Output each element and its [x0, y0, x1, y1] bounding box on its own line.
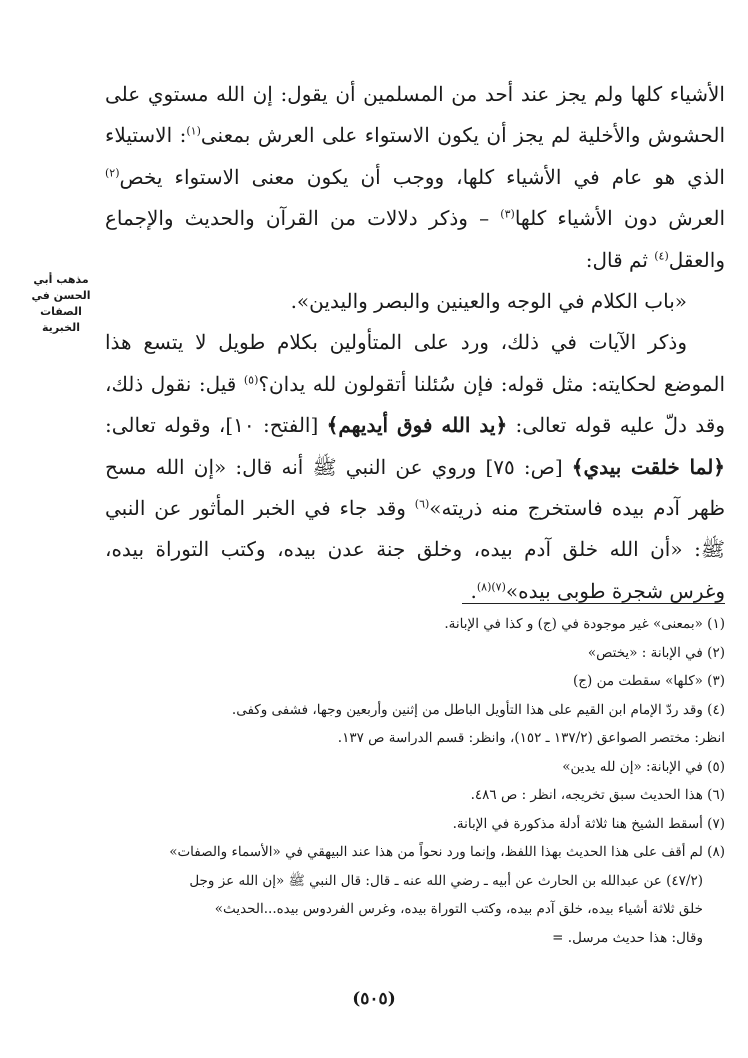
footnote-divider [462, 603, 725, 604]
footnote-8-continuation-2: خلق ثلاثة أشياء بيده، خلق آدم بيده، وكتب التوراة بيده، وغرس الفردوس بيده...الحديث» [214, 901, 703, 917]
footnote-4-continuation: انظر: مختصر الصواعق (١٣٧/٢ ـ ١٥٢)، وانظر: قسم الدراسة ص ١٣٧. [337, 730, 725, 746]
footnote-2: (٢) في الإبانة : «يختص» [587, 644, 725, 661]
footnote-ref-3[interactable]: (٣) [500, 207, 515, 221]
page-number: (٥٠٥) [352, 989, 396, 1009]
footnote-7: (٧) أسقط الشيخ هنا ثلاثة أدلة مذكورة في الإبانة. [452, 815, 725, 832]
footnote-ref-1[interactable]: (١) [186, 124, 201, 138]
footnote-8-continuation-3: وقال: هذا حديث مرسل. = [552, 929, 703, 946]
footnote-8-continuation-1: (٤٧/٢) عن عبدالله بن الحارث عن أبيه ـ رضي الله عنه ـ قال: قال النبي ﷺ «إن الله عز وجل [189, 872, 703, 889]
footnote-ref-5[interactable]: (٥) [243, 373, 259, 387]
footnote-3: (٣) «كلها» سقطت من (ج) [573, 673, 725, 689]
footnote-6: (٦) هذا الحديث سبق تخريجه، انظر : ص ٤٨٦. [470, 787, 725, 803]
footnote-8: (٨) لم أقف على هذا الحديث بهذا اللفظ، وإنما ورد نحواً من هذا عند البيهقي في «الأسماء والصفات» [169, 844, 725, 860]
footnote-5: (٥) في الإبانة: «إن لله يدين» [562, 758, 725, 775]
chapter-quote: «باب الكلام في الوجه والعينين والبصر واليدين». [290, 289, 687, 314]
footnote-1: (١) «بمعنى» غير موجودة في (ج) و كذا في الإبانة. [444, 616, 725, 632]
paragraph-3: وذكر الآيات في ذلك، ورد على المتأولين بكلام طويل لا يتسع هذا الموضع لحكايته: مثل قوله: فإن سُئلنا أتقولون لله يدان؟$^{(٥)}$ قيل: نقول ذلك، وقد دلّ عليه قوله تعالى: ﴿يد الله فوق أيديهم﴾ [الفتح: ١٠]، وقوله تعالى: ﴿لما خلقت بيدي﴾ [ص: ٧٥] وروي عن النبي ﷺ أنه قال: «إن الله مسح ظهر آدم بيده فاستخرج منه ذريته»$^{(٦)}$ وقد جاء في الخبر المأثور عن النبي ﷺ: «أن الله خلق آدم بيده، وخلق جنة عدن بيده، وكتب التوراة بيده، وغرس شجرة طوبى بيده»$^{(٧)(٨)}$. [105, 330, 726, 603]
footnote-ref-4[interactable]: (٤) [654, 248, 669, 262]
footnote-ref-7-8[interactable]: (٧)(٨) [476, 580, 506, 594]
paragraph-1: الأشياء كلها ولم يجز عند أحد من المسلمين أن يقول: إن الله مستوي على الحشوش والأخلية لم يجز أن يكون الاستواء على العرش بمعنى$^{(١)}$: الاستيلاء الذي هو عام في الأشياء كلها، ووجب أن يكون معنى الاستواء يخص$^{(٢)}$ العرش دون الأشياء كلها$^{(٣)}$ – وذكر دلالات من القرآن والحديث والإجماع والعقل$^{(٤)}$ ثم قال: [105, 82, 726, 272]
quran-verse-2: ﴿لما خلقت بيدي﴾ [571, 454, 726, 479]
footnote-4: (٤) وقد ردّ الإمام ابن القيم على هذا التأويل الباطل من إثنين وأربعين وجها، فشفى وكفى. [231, 701, 725, 718]
quran-verse-1: ﴿يد الله فوق أيديهم﴾ [326, 413, 508, 438]
footnote-ref-6[interactable]: (٦) [414, 497, 430, 511]
footnote-ref-2[interactable]: (٢) [105, 166, 120, 180]
margin-note: مذهب أبي الحسن في الصفات الخبرية [31, 273, 91, 334]
main-text [105, 74, 725, 612]
footnotes [105, 610, 725, 952]
